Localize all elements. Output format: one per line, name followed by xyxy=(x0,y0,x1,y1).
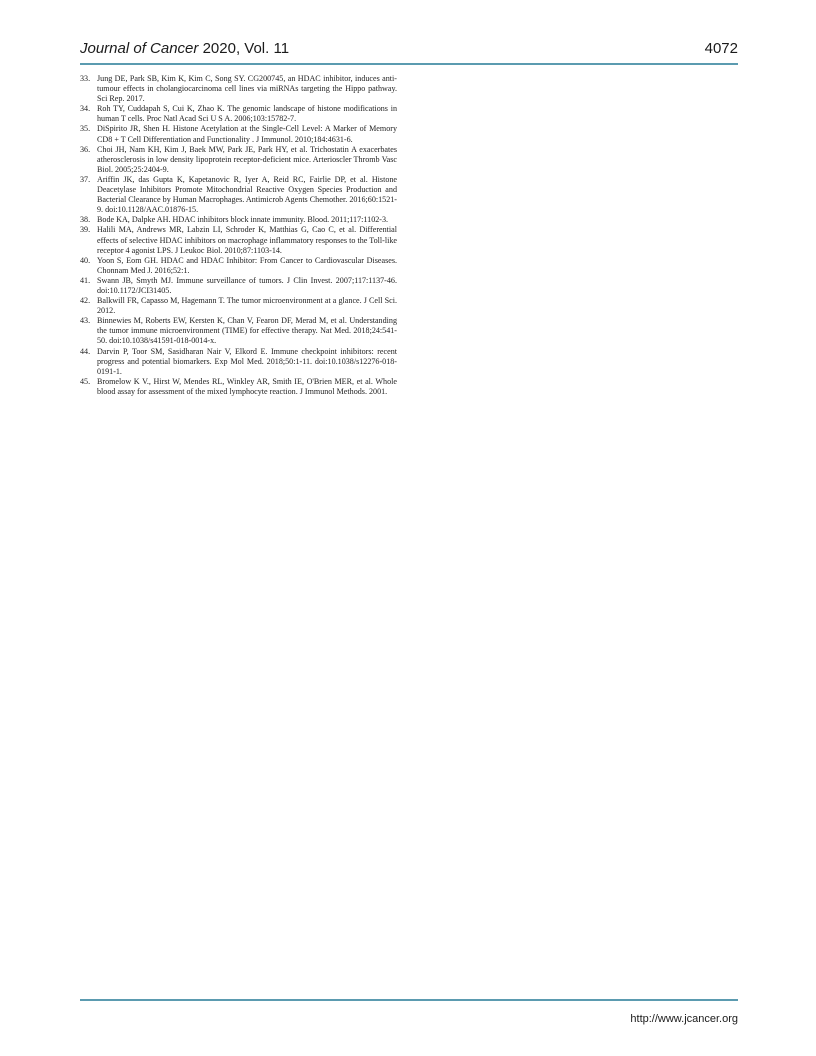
reference-number: 41. xyxy=(80,275,91,285)
reference-text: Balkwill FR, Capasso M, Hagemann T. The tumor microenvironment at a glance. J Cell Sci. 2012. xyxy=(97,296,397,316)
reference-item xyxy=(80,104,397,124)
reference-number: 45. xyxy=(80,376,91,386)
reference-item xyxy=(80,256,397,276)
reference-item xyxy=(80,347,397,377)
reference-text: Jung DE, Park SB, Kim K, Kim C, Song SY. CG200745, an HDAC inhibitor, induces anti-tumour effects in cholangiocarcinoma cell lines via miRNAs targeting the Hippo pathway. Sci Rep. 2017. xyxy=(97,74,397,104)
reference-number: 38. xyxy=(80,215,91,225)
reference-item xyxy=(80,74,397,104)
reference-text: Darvin P, Toor SM, Sasidharan Nair V, Elkord E. Immune checkpoint inhibitors: recent progress and potential biomarkers. Exp Mol Med. 2018;50:1-11. doi:10.1038/s12276-018-0191-1. xyxy=(97,346,397,376)
reference-text: Halili MA, Andrews MR, Labzin LI, Schroder K, Matthias G, Cao C, et al. Differential effects of selective HDAC inhibitors on macrophage inflammatory responses to the Toll-like receptor 4 agonist LPS. J Leukoc Biol. 2010;87:1103-14. xyxy=(97,225,397,255)
reference-item xyxy=(80,145,397,175)
reference-number: 39. xyxy=(80,225,91,235)
reference-number: 36. xyxy=(80,144,91,154)
reference-item xyxy=(80,225,397,255)
reference-number: 42. xyxy=(80,296,91,306)
reference-text: DiSpirito JR, Shen H. Histone Acetylation at the Single-Cell Level: A Marker of Memory CD8 + T Cell Differentiation and Functionality . J Immunol. 2010;184:4631-6. xyxy=(97,124,397,144)
reference-number: 43. xyxy=(80,316,91,326)
reference-text: Binnewies M, Roberts EW, Kersten K, Chan V, Fearon DF, Merad M, et al. Understanding the tumor immune microenvironment (TIME) for effective therapy. Nat Med. 2018;24:541-50. doi:10.1038/s41591-018-0014-x. xyxy=(97,316,397,346)
reference-item xyxy=(80,377,397,397)
reference-item xyxy=(80,296,397,316)
reference-text: Swann JB, Smyth MJ. Immune surveillance of tumors. J Clin Invest. 2007;117:1137-46. doi:10.1172/JCI31405. xyxy=(97,275,397,295)
page-number: 4072 xyxy=(704,40,738,57)
reference-item xyxy=(80,175,397,215)
reference-text: Ariffin JK, das Gupta K, Kapetanovic R, Iyer A, Reid RC, Fairlie DP, et al. Histone Deacetylase Inhibitors Promote Mitochondrial Reactive Oxygen Species Production and Bacterial Clearance by Human Macrophages. Antimicrob Agents Chemother. 2016;60:1521-9. doi:10.1128/AAC.01876-15. xyxy=(97,174,397,215)
reference-item xyxy=(80,316,397,346)
reference-number: 44. xyxy=(80,346,91,356)
reference-text: Choi JH, Nam KH, Kim J, Baek MW, Park JE, Park HY, et al. Trichostatin A exacerbates atherosclerosis in low density lipoprotein receptor-deficient mice. Arterioscler Thromb Vasc Biol. 2005;25:2404-9. xyxy=(97,144,397,174)
reference-number: 34. xyxy=(80,104,91,114)
reference-item xyxy=(80,124,397,144)
reference-item xyxy=(80,215,397,225)
journal-details: 2020, Vol. 11 xyxy=(198,40,290,57)
journal-title xyxy=(80,40,289,57)
header-rule xyxy=(80,63,738,65)
page-header xyxy=(80,40,738,62)
reference-text: Yoon S, Eom GH. HDAC and HDAC Inhibitor: From Cancer to Cardiovascular Diseases. Chonnam Med J. 2016;52:1. xyxy=(97,255,397,275)
footer-url: http://www.jcancer.org xyxy=(630,1013,738,1025)
reference-number: 37. xyxy=(80,174,91,184)
reference-text: Bode KA, Dalpke AH. HDAC inhibitors block innate immunity. Blood. 2011;117:1102-3. xyxy=(97,215,389,225)
reference-number: 35. xyxy=(80,124,91,134)
reference-text: Bromelow K V., Hirst W, Mendes RL, Winkley AR, Smith IE, O'Brien MER, et al. Whole blood assay for assessment of the mixed lymphocyte reaction. J Immunol Methods. 2001. xyxy=(97,376,397,396)
reference-list xyxy=(80,74,397,397)
reference-number: 40. xyxy=(80,255,91,265)
reference-text: Roh TY, Cuddapah S, Cui K, Zhao K. The genomic landscape of histone modifications in human T cells. Proc Natl Acad Sci U S A. 2006;103:15782-7. xyxy=(97,104,397,124)
reference-item xyxy=(80,276,397,296)
reference-number: 33. xyxy=(80,74,91,83)
journal-name: Journal of Cancer xyxy=(80,40,199,57)
footer-rule xyxy=(80,999,738,1001)
